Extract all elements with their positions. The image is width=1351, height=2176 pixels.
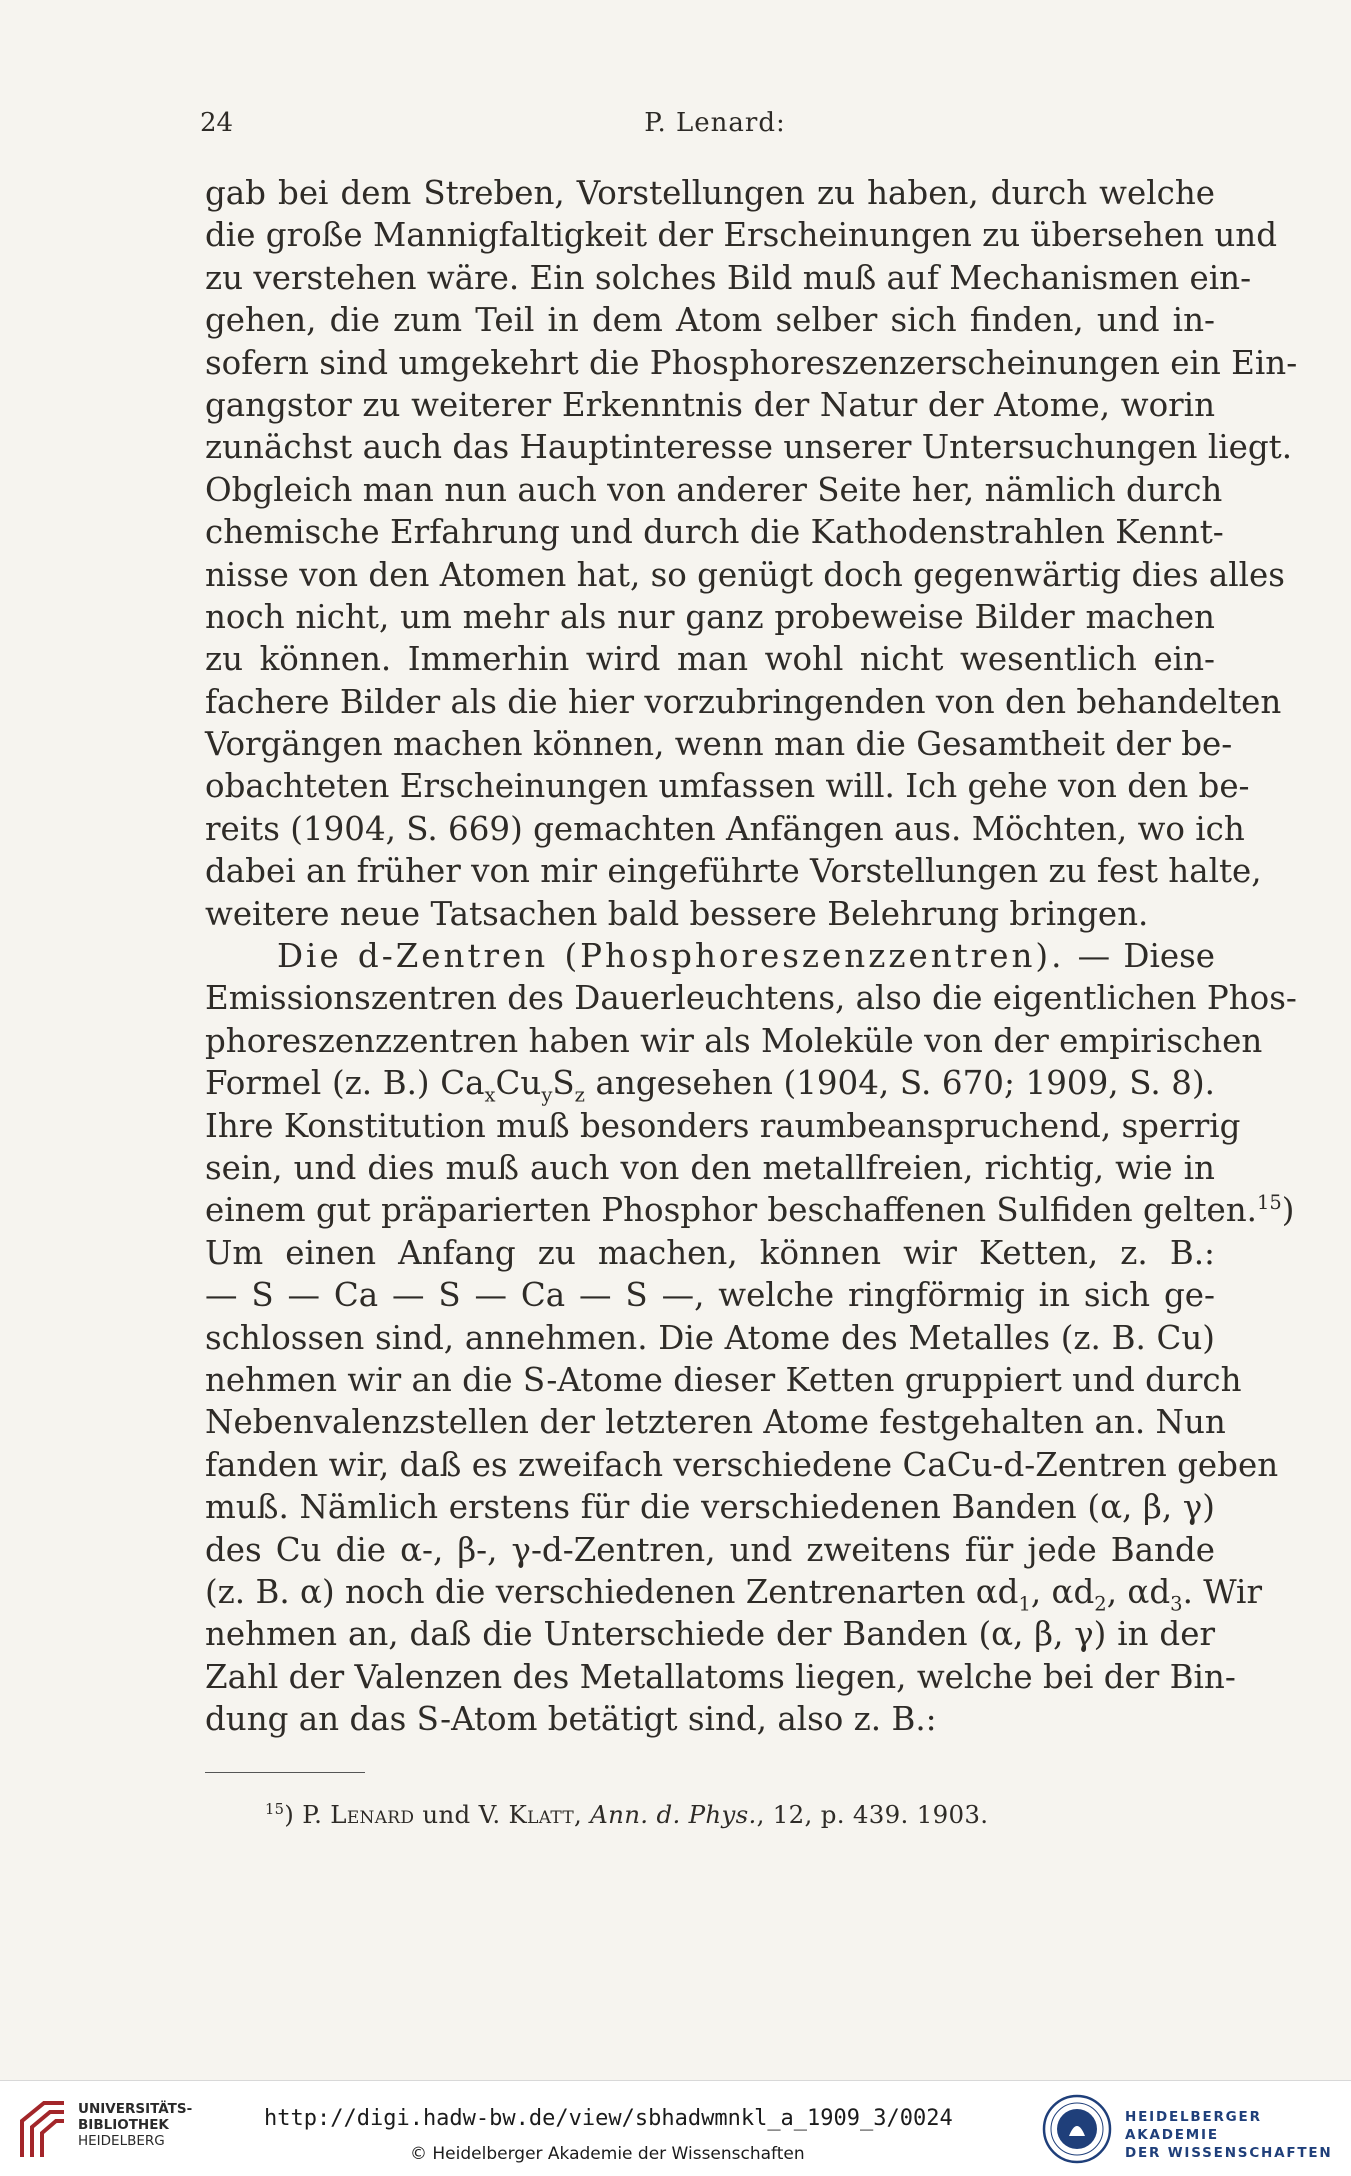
centers-line: (z. B. α) noch die verschiedenen Zentrenarten $\alpha d_1$, $\alpha d_2$, $\alpha d_3$. Wir [205, 1572, 1262, 1616]
text-line: Emissionszentren des Dauerleuchtens, also die eigentlichen Phos- [205, 979, 1297, 1018]
text-line: gangstor zu weiterer Erkenntnis der Natur der Atome, worin [205, 385, 1215, 424]
text-line: Vorgängen machen können, wenn man die Gesamtheit der be- [205, 725, 1233, 764]
running-header [200, 108, 1230, 148]
text-line: Um einen Anfang zu machen, können wir Ketten, z. B.: [205, 1233, 1215, 1272]
text-line: Nebenvalenzstellen der letzteren Atome festgehalten an. Nun [205, 1403, 1226, 1442]
text-line: nehmen wir an die S-Atome dieser Ketten gruppiert und durch [205, 1360, 1242, 1399]
footnote-author: V. Klatt [478, 1800, 574, 1829]
text-line: obachteten Erscheinungen umfassen will. Ich gehe von den be- [205, 767, 1250, 806]
page-number: 24 [200, 108, 234, 138]
viewer-footer [0, 2080, 1351, 2176]
academy-name: HEIDELBERGER AKADEMIE DER WISSENSCHAFTEN [1125, 2109, 1333, 2161]
formula-line: Formel (z. B.) $Ca_xCu_yS_z$ angesehen (1904, S. 670; 1909, S. 8). [205, 1064, 1215, 1107]
text-line: zu können. Immerhin wird man wohl nicht wesentlich ein- [205, 640, 1215, 679]
text-line: nehmen an, daß die Unterschiede der Banden (α, β, γ) in der [205, 1615, 1215, 1654]
text-line: fanden wir, daß es zweifach verschiedene CaCu-d-Zentren geben [205, 1445, 1279, 1484]
university-library-logo-icon [14, 2099, 70, 2161]
footnote-ref: 15 [1256, 1191, 1282, 1215]
text-line: gehen, die zum Teil in dem Atom selber sich finden, und in- [205, 301, 1215, 340]
text-line: zu verstehen wäre. Ein solches Bild muß auf Mechanismen ein- [205, 258, 1252, 297]
text-line: nisse von den Atomen hat, so genügt doch gegenwärtig dies alles [205, 555, 1285, 594]
footnote-number: 15 [265, 1800, 285, 1818]
section-heading-line [205, 935, 1215, 977]
heading-continuation: — Diese [1064, 937, 1215, 976]
footnote-journal: Ann. d. Phys. [590, 1800, 757, 1829]
section-heading: Die d-Zentren (Phosphoreszenzzentren). [277, 937, 1065, 976]
text-line: dabei an früher von mir eingeführte Vorstellungen zu fest halte, [205, 852, 1262, 891]
body-text [205, 172, 1298, 1740]
text-line: reits (1904, S. 669) gemachten Anfängen aus. Möchten, wo ich [205, 809, 1245, 848]
copyright-notice: © Heidelberger Akademie der Wissenschaften [410, 2144, 805, 2164]
text-line: schlossen sind, annehmen. Die Atome des Metalles (z. B. Cu) [205, 1318, 1215, 1357]
text-line: chemische Erfahrung und durch die Kathodenstrahlen Kennt- [205, 513, 1224, 552]
text-line: fachere Bilder als die hier vorzubringenden von den behandelten [205, 682, 1282, 721]
footnote-rule [205, 1772, 365, 1773]
footnote: $^{15}$) P. Lenard und V. Klatt, Ann. d. Phys., 12, p. 439. 1903. [265, 1800, 989, 1829]
text-line: sein, und dies muß auch von den metallfreien, richtig, wie in [205, 1148, 1215, 1187]
text-line: zunächst auch das Hauptinteresse unserer Untersuchungen liegt. [205, 428, 1293, 467]
text-line: die große Mannigfaltigkeit der Erscheinungen zu übersehen und [205, 216, 1278, 255]
text-line: sofern sind umgekehrt die Phosphoreszenzerscheinungen ein Ein- [205, 343, 1298, 382]
university-library-name: UNIVERSITÄTS- BIBLIOTHEK HEIDELBERG [78, 2101, 193, 2149]
text-line: weitere neue Tatsachen bald bessere Belehrung bringen. [205, 894, 1149, 933]
text-line: phoreszenzzentren haben wir als Moleküle von der empirischen [205, 1021, 1263, 1060]
footnote-author: P. Lenard [302, 1800, 415, 1829]
text-line: einem gut präparierten Phosphor beschaffenen Sulfiden gelten.$^{15}$) [205, 1191, 1295, 1230]
text-line: — S — Ca — S — Ca — S —, welche ringförmig in sich ge- [205, 1276, 1215, 1315]
text-line: Ihre Konstitution muß besonders raumbeanspruchend, sperrig [205, 1106, 1241, 1145]
text-line: Zahl der Valenzen des Metallatoms liegen, welche bei der Bin- [205, 1657, 1236, 1696]
text-line: muß. Nämlich erstens für die verschiedenen Banden (α, β, γ) [205, 1488, 1215, 1527]
text-line: gab bei dem Streben, Vorstellungen zu haben, durch welche [205, 174, 1215, 212]
running-head: P. Lenard: [644, 108, 786, 138]
academy-seal-icon [1042, 2094, 1112, 2164]
permalink-url[interactable]: http://digi.hadw-bw.de/view/sbhadwmnkl_a_1909_3/0024 [264, 2106, 953, 2131]
text-line: des Cu die α-, β-, γ-d-Zentren, und zweitens für jede Bande [205, 1530, 1215, 1569]
text-line: dung an das S-Atom betätigt sind, also z. B.: [205, 1700, 937, 1739]
text-line: Obgleich man nun auch von anderer Seite her, nämlich durch [205, 470, 1223, 509]
text-line: noch nicht, um mehr als nur ganz probeweise Bilder machen [205, 597, 1215, 636]
